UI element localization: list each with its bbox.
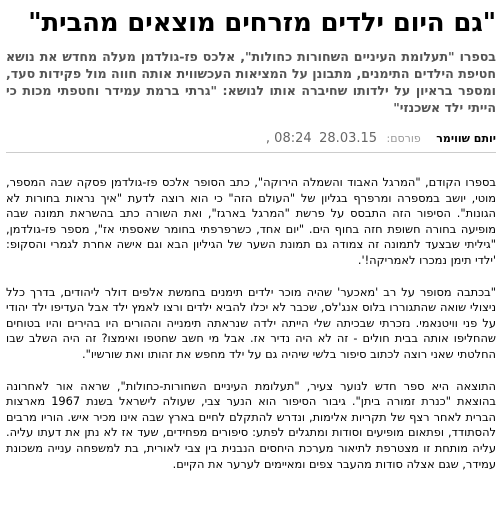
byline — [6, 126, 496, 153]
article-body — [6, 175, 496, 472]
article-paragraph: "בכתבה מסופר על רב 'מאכער' שהיה מוכר ילדים תימנים בחמשת אלפים דולר ליהודים, בדרך כלל ניצולי שואה שהתגוררו בלוס אנג'לס, שכבר לא יכלו להביא ילדים ורצו לאמץ ילד אבל העדיפו ילד יהודי על פני וויטנאמי. נזכרתי שבכיתה שלי הייתה ילדה שנראתה תימנייה וההורים היו בהירים והיו בטוחים שהחליפו אותה בבית חולים - זה לא היה נדיר אז. אבל מי חשב שחטפו ואימצו? זה היה השלב שבו החלטתי שאני רוצה לכתוב סיפור בלשי שיהיה גם על ילד מחפש את זהותו ואת שורשיו". — [6, 284, 496, 361]
article-headline: "גם היום ילדים מזרחים מוצאים מהבית" — [28, 8, 496, 38]
article-subtitle: בספרו "תעלומת העיניים השחורות כחולות", אלכס פז-גולדמן מעלה מחדש את נושא חטיפת הילדים התימנים, מתבונן על המציאות העכשווית אותה חווה מול פקידות סעד, ומספר בראיון על ילדותו שחיברה אותו לנושא: "גרתי ברמת עמידר וחטפתי מכות כי הייתי ילד אשכנזי" — [6, 49, 496, 115]
article-paragraph: התוצאה היא ספר חדש לנוער צעיר, "תעלומת העיניים השחורות-כחולות", שראה אור לאחרונה בהוצאת "כנרת זמורה ביתן". גיבור הסיפור הוא הנער צבי, שעולה לישראל בשנת 1967 מארצות הברית לאחר רצף של תקריות אלימות, ונדרש להתקלם לחיים בארץ שבה אינו מכיר איש. הוריו מרבים להסתודד, ופתאום מופיעים וסודות ומתגלים לפתע: סיפורים מפחידים, שעד אז לא נתן את דעתו עליה. עליה מותחת זו מצטרפת לתיאור מערכת היחסים הנבנית בין צבי לאורית, בת למשפחה ענייה משכונת עמידר, שגם אצלה סודות מהעבר צפים ומאיימים לערער את הקיים. — [6, 378, 496, 471]
publish-time: 08:24 , — [265, 131, 312, 146]
published-label: פורסם: — [386, 132, 421, 145]
article-paragraph: בספרו הקודם, "המרגל האבוד והשמלה הירוקה", כתב הסופר אלכס פז-גולדמן פסקה שבה המספר, מוטי, יושב במספרה ומרפרף בגליון של "העולם הזה" כי הוא רוצה לדעת "איך נראות בחורות לא הגונות". הסיפור הזה התבסס על פרשת "המרגל בארגז", ואת השורה כתב בהשראת תמונה שבה מופיעה בחורה חשופת חזה בחוף הים. "יום אחד, כשרפרפתי בחומר שאספתי אז", מספר פז-גולדמן, "גיליתי שבצעד לתמונה זה צמודה גם תמונת השער של הגיליון הבא וגם אישה אחרת לגמרי והסקופ: 'ילדי תימן נמכרו לאמריקה!'. — [6, 175, 496, 267]
publish-date: 28.03.15 — [319, 131, 378, 146]
author-name[interactable]: יותם שווימר — [436, 132, 496, 145]
